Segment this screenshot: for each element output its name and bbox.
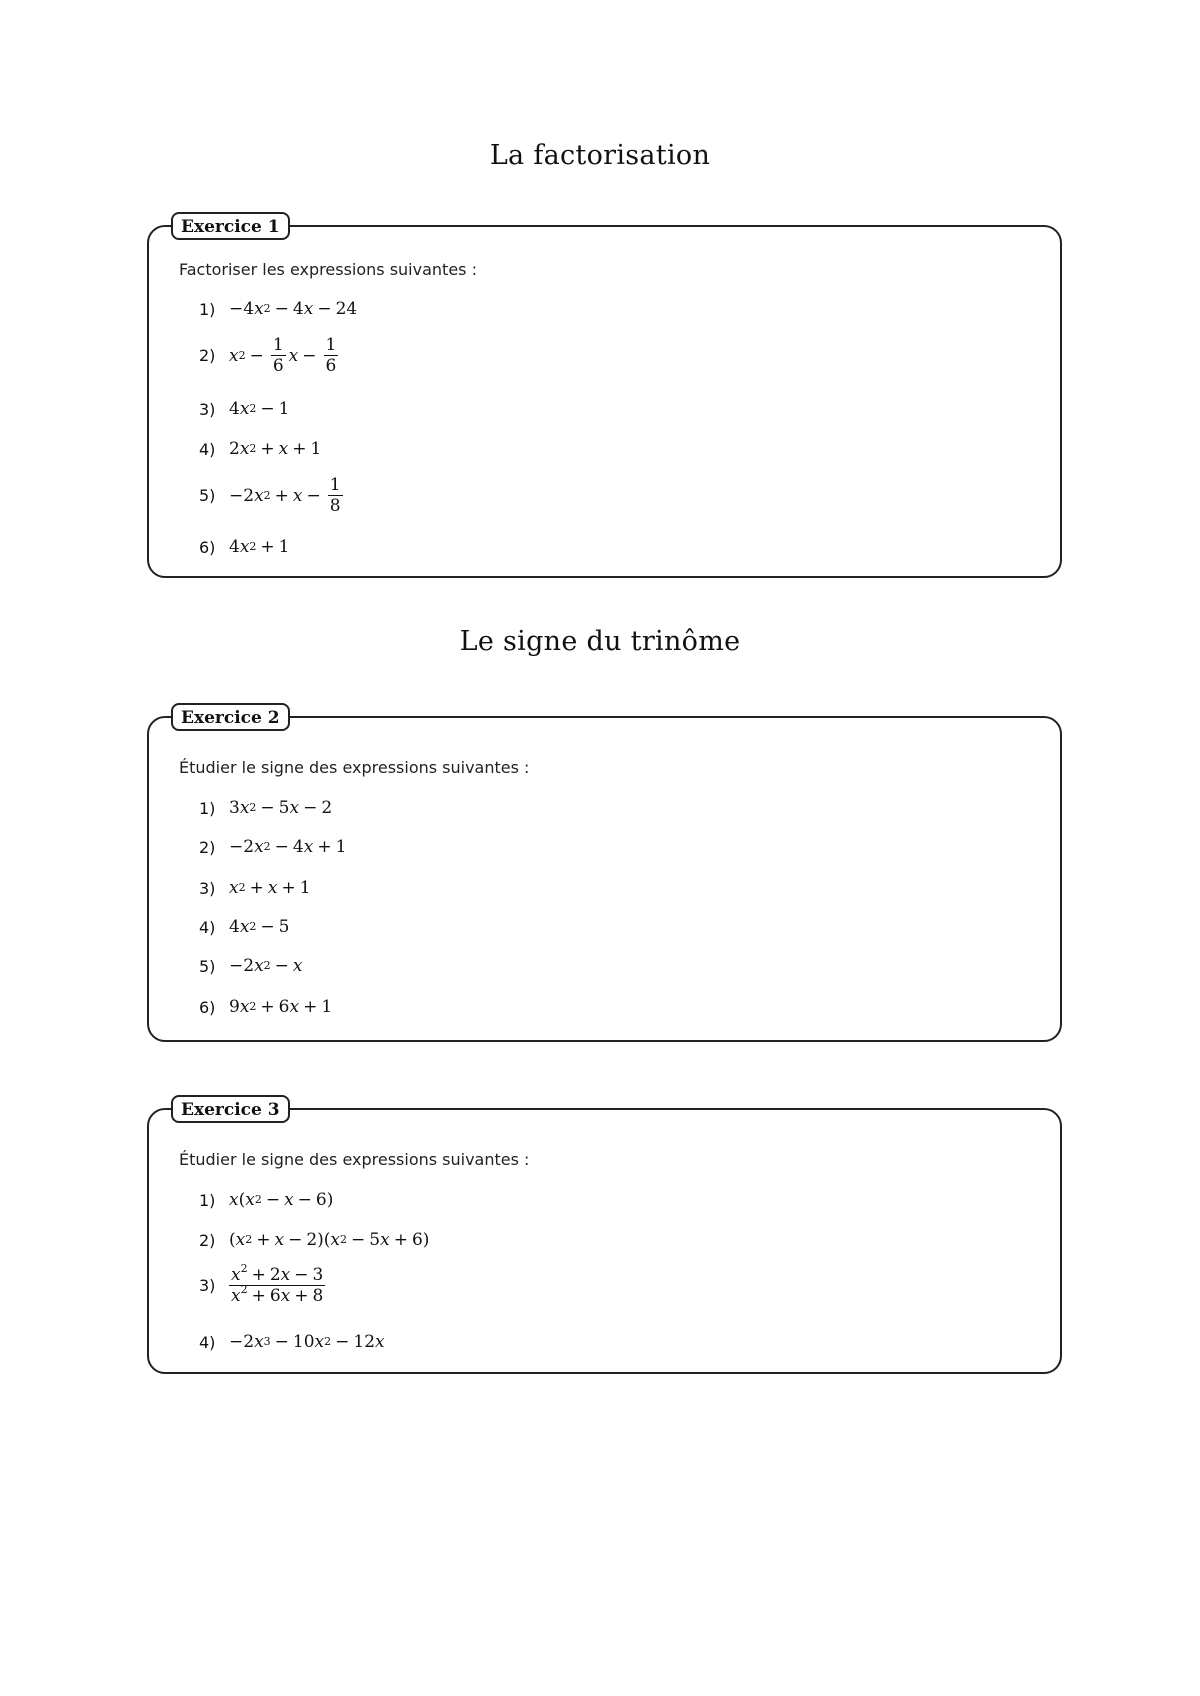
math-expression: 4 x 2 − 5 xyxy=(229,917,290,937)
list-item: 1) −4 x 2 − 4 x − 24 xyxy=(199,299,358,319)
exercise-label-2: Exercice 2 xyxy=(171,703,290,731)
list-item: 2) ( x 2 + x − 2)( x 2 − 5 x + 6) xyxy=(199,1230,430,1250)
math-expression: 4 x 2 − 1 xyxy=(229,399,290,419)
list-item: 2) −2 x 2 − 4 x + 1 xyxy=(199,837,347,857)
list-item: 4) 2 x 2 + x + 1 xyxy=(199,439,322,459)
list-item: 3) $\frac{x^2 + 2x - 3}{x^2 + 6x + 8}$ xyxy=(199,1265,328,1306)
list-item: 2) x 2 − $\frac{1}{6}$ x − $\frac{1}{6}$ xyxy=(199,335,341,376)
list-item: 4) 4 x 2 − 5 xyxy=(199,917,290,937)
math-expression: $\frac{x^2 + 2x - 3}{x^2 + 6x + 8}$ xyxy=(231,1262,324,1306)
math-expression: 9 x 2 + 6 x + 1 xyxy=(229,997,333,1017)
section-title-factorisation: La factorisation xyxy=(489,140,711,171)
exercise-label-3: Exercice 3 xyxy=(171,1095,290,1123)
exercise-box-1 xyxy=(147,217,1062,578)
list-item: 4) −2 x 3 − 10 x 2 − 12 x xyxy=(199,1332,385,1352)
list-item: 6) 9 x 2 + 6 x + 1 xyxy=(199,997,333,1017)
math-expression: 3 x 2 − 5 x − 2 xyxy=(229,798,333,818)
math-expression: 4 x 2 + 1 xyxy=(229,537,290,557)
exercise-instruction-1: Factoriser les expressions suivantes : xyxy=(179,260,477,279)
list-item: 1) x ( x 2 − x − 6) xyxy=(199,1190,334,1210)
math-expression: −2 x 2 − x xyxy=(229,956,303,976)
math-expression: −4 x 2 − 4 x − 24 xyxy=(229,299,358,319)
math-expression: ( x 2 + x − 2)( x 2 − 5 x + 6) xyxy=(229,1230,430,1250)
exercise-label-1: Exercice 1 xyxy=(171,212,290,240)
list-item: 1) 3 x 2 − 5 x − 2 xyxy=(199,798,333,818)
math-expression: 2 x 2 + x + 1 xyxy=(229,439,322,459)
math-expression: −2 x 3 − 10 x 2 − 12 x xyxy=(229,1332,385,1352)
math-expression: −2 x 2 − 4 x + 1 xyxy=(229,837,347,857)
math-expression: x ( x 2 − x − 6) xyxy=(229,1190,334,1210)
section-title-signe-trinome: Le signe du trinôme xyxy=(459,626,741,657)
math-expression: −2 x 2 + x − $\frac{1}{8}$ xyxy=(229,475,341,516)
list-item: 6) 4 x 2 + 1 xyxy=(199,537,290,557)
exercise-instruction-3: Étudier le signe des expressions suivantes : xyxy=(179,1150,530,1169)
exercise-box-2 xyxy=(147,708,1062,1042)
exercise-instruction-2: Étudier le signe des expressions suivantes : xyxy=(179,758,530,777)
list-item: 5) −2 x 2 − x xyxy=(199,956,303,976)
list-item: 3) x 2 + x + 1 xyxy=(199,878,311,898)
list-item: 3) 4 x 2 − 1 xyxy=(199,399,290,419)
math-expression: x 2 − $\frac{1}{6}$ x − $\frac{1}{6}$ xyxy=(229,335,337,376)
list-item: 5) −2 x 2 + x − $\frac{1}{8}$ xyxy=(199,475,346,516)
exercise-box-3 xyxy=(147,1100,1062,1374)
math-expression: x 2 + x + 1 xyxy=(229,878,311,898)
